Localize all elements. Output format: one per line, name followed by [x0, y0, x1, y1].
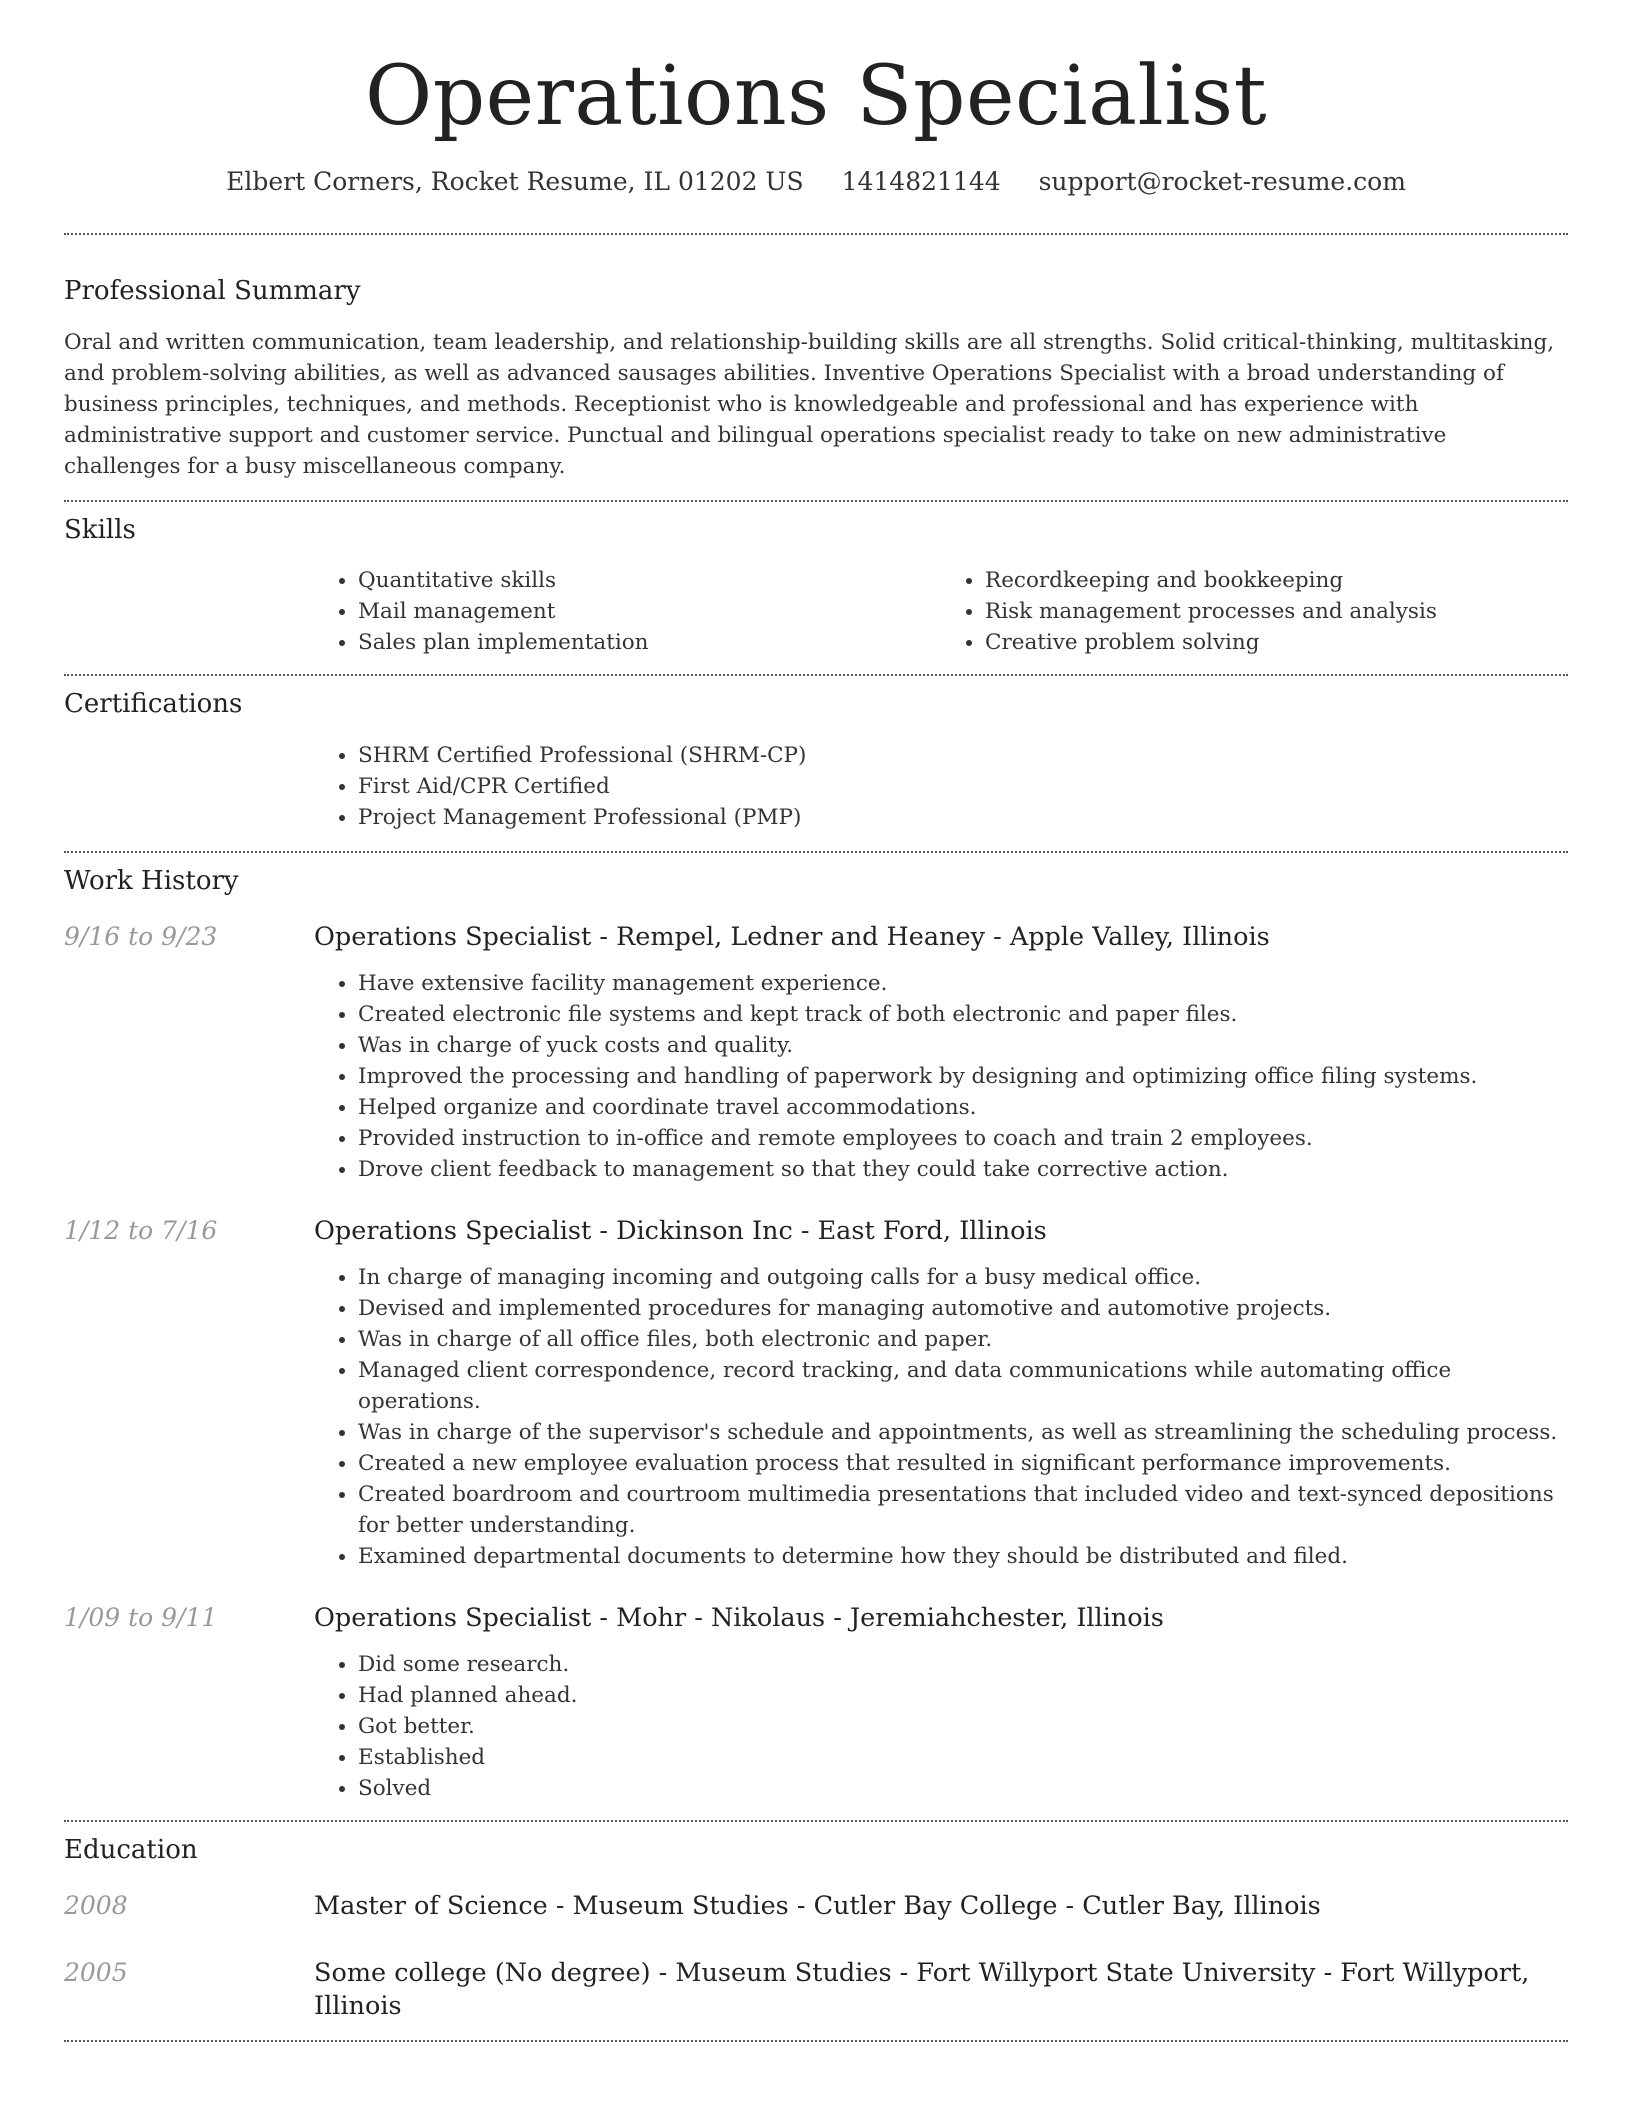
job-bullet: • Established [358, 1742, 1568, 1773]
certification-item: • First Aid/CPR Certified [358, 771, 1568, 802]
section-divider [64, 674, 1568, 676]
section-divider [64, 1820, 1568, 1822]
job-bullet: • Provided instruction to in-office and remote employees to coach and train 2 employees. [358, 1123, 1568, 1154]
section-divider [64, 851, 1568, 853]
job-dates: 1/12 to 7/16 [64, 1216, 218, 1246]
education-text: Master of Science - Museum Studies - Cutler Bay College - Cutler Bay, Illinois [314, 1891, 1321, 1922]
skill-item: • Risk management processes and analysis [985, 596, 1568, 627]
job-bullet: • In charge of managing incoming and outgoing calls for a busy medical office. [358, 1262, 1568, 1293]
skill-item: • Sales plan implementation [358, 627, 941, 658]
job-body [314, 1215, 1568, 1572]
job-title: Operations Specialist - Rempel, Ledner and Heaney - Apple Valley, Illinois [314, 921, 1270, 952]
education-entry [64, 1890, 1568, 1923]
skill-item: • Quantitative skills [358, 565, 941, 596]
skills-section [64, 514, 1568, 659]
job-bullet: • Got better. [358, 1711, 1568, 1742]
job-bullet: • Improved the processing and handling of paperwork by designing and optimizing office filing systems. [358, 1061, 1568, 1092]
job-bullet: • Helped organize and coordinate travel accommodations. [358, 1092, 1568, 1123]
education-year: 2008 [64, 1891, 128, 1921]
summary-heading: Professional Summary [64, 275, 361, 306]
job-bullet: • Managed client correspondence, record tracking, and data communications while automating office operations. [358, 1355, 1568, 1417]
contact-line [64, 166, 1568, 199]
certifications-list [314, 740, 1568, 833]
contact-address: Elbert Corners, Rocket Resume, IL 01202 US [226, 167, 804, 197]
skills-heading: Skills [64, 514, 136, 545]
job-bullet: • Had planned ahead. [358, 1680, 1568, 1711]
summary-section [64, 275, 1568, 482]
work-history-heading: Work History [64, 866, 239, 897]
education-heading: Education [64, 1835, 198, 1866]
job-entry [64, 1602, 1568, 1804]
skills-column-left [314, 565, 941, 658]
job-bullet: • Have extensive facility management experience. [358, 968, 1568, 999]
job-bullet: • Was in charge of the supervisor's schedule and appointments, as well as streamlining the scheduling process. [358, 1417, 1568, 1448]
skills-list [314, 565, 1568, 658]
skill-item: • Recordkeeping and bookkeeping [985, 565, 1568, 596]
job-bullet: • Did some research. [358, 1649, 1568, 1680]
job-body [314, 921, 1568, 1185]
job-bullets [314, 1262, 1568, 1572]
resume-name: Operations Specialist [364, 49, 1268, 144]
job-title: Operations Specialist - Mohr - Nikolaus - Jeremiahchester, Illinois [314, 1603, 1164, 1634]
certifications-section [64, 688, 1568, 833]
job-bullet: • Created boardroom and courtroom multimedia presentations that included video and text-synced depositions for better understanding. [358, 1479, 1568, 1541]
job-bullet: • Created a new employee evaluation process that resulted in significant performance improvements. [358, 1448, 1568, 1479]
job-body [314, 1602, 1568, 1804]
job-bullets [314, 968, 1568, 1185]
job-entry [64, 921, 1568, 1185]
job-bullet: • Solved [358, 1773, 1568, 1804]
summary-text: Oral and written communication, team leadership, and relationship-building skills are all strengths. Solid critical-thinking, multitasking, and problem-solving abilities, as well as advanced sausages abilities. Inventive Operations Specialist with a broad understanding of business principles, techniques, and methods. Receptionist who is knowledgeable and professional and has experience with administrative support and customer service. Punctual and bilingual operations specialist ready to take on new administrative challenges for a busy miscellaneous company. [64, 329, 1555, 479]
job-bullet: • Was in charge of all office files, both electronic and paper. [358, 1324, 1568, 1355]
contact-email: support@rocket-resume.com [1038, 167, 1406, 197]
section-divider [64, 233, 1568, 235]
education-entry [64, 1957, 1568, 2023]
education-year: 2005 [64, 1958, 128, 1988]
education-text: Some college (No degree) - Museum Studies - Fort Willyport State University - Fort Willyport, Illinois [314, 1958, 1530, 2022]
skills-column-right [941, 565, 1568, 658]
certifications-heading: Certifications [64, 689, 243, 720]
skill-item: • Creative problem solving [985, 627, 1568, 658]
job-entry [64, 1215, 1568, 1572]
work-history-section [64, 865, 1568, 1804]
skill-item: • Mail management [358, 596, 941, 627]
education-section [64, 1834, 1568, 2023]
contact-phone: 1414821144 [841, 167, 1001, 197]
job-bullet: • Created electronic file systems and kept track of both electronic and paper files. [358, 999, 1568, 1030]
section-divider [64, 2040, 1568, 2042]
job-dates: 9/16 to 9/23 [64, 921, 218, 951]
job-bullet: • Drove client feedback to management so that they could take corrective action. [358, 1154, 1568, 1185]
job-title: Operations Specialist - Dickinson Inc - East Ford, Illinois [314, 1216, 1047, 1247]
job-bullet: • Was in charge of yuck costs and quality. [358, 1030, 1568, 1061]
certification-item: • SHRM Certified Professional (SHRM-CP) [358, 740, 1568, 771]
job-dates: 1/09 to 9/11 [64, 1603, 218, 1633]
section-divider [64, 500, 1568, 502]
job-bullet: • Examined departmental documents to determine how they should be distributed and filed. [358, 1541, 1568, 1572]
certification-item: • Project Management Professional (PMP) [358, 802, 1568, 833]
job-bullet: • Devised and implemented procedures for managing automotive and automotive projects. [358, 1293, 1568, 1324]
job-bullets [314, 1649, 1568, 1804]
